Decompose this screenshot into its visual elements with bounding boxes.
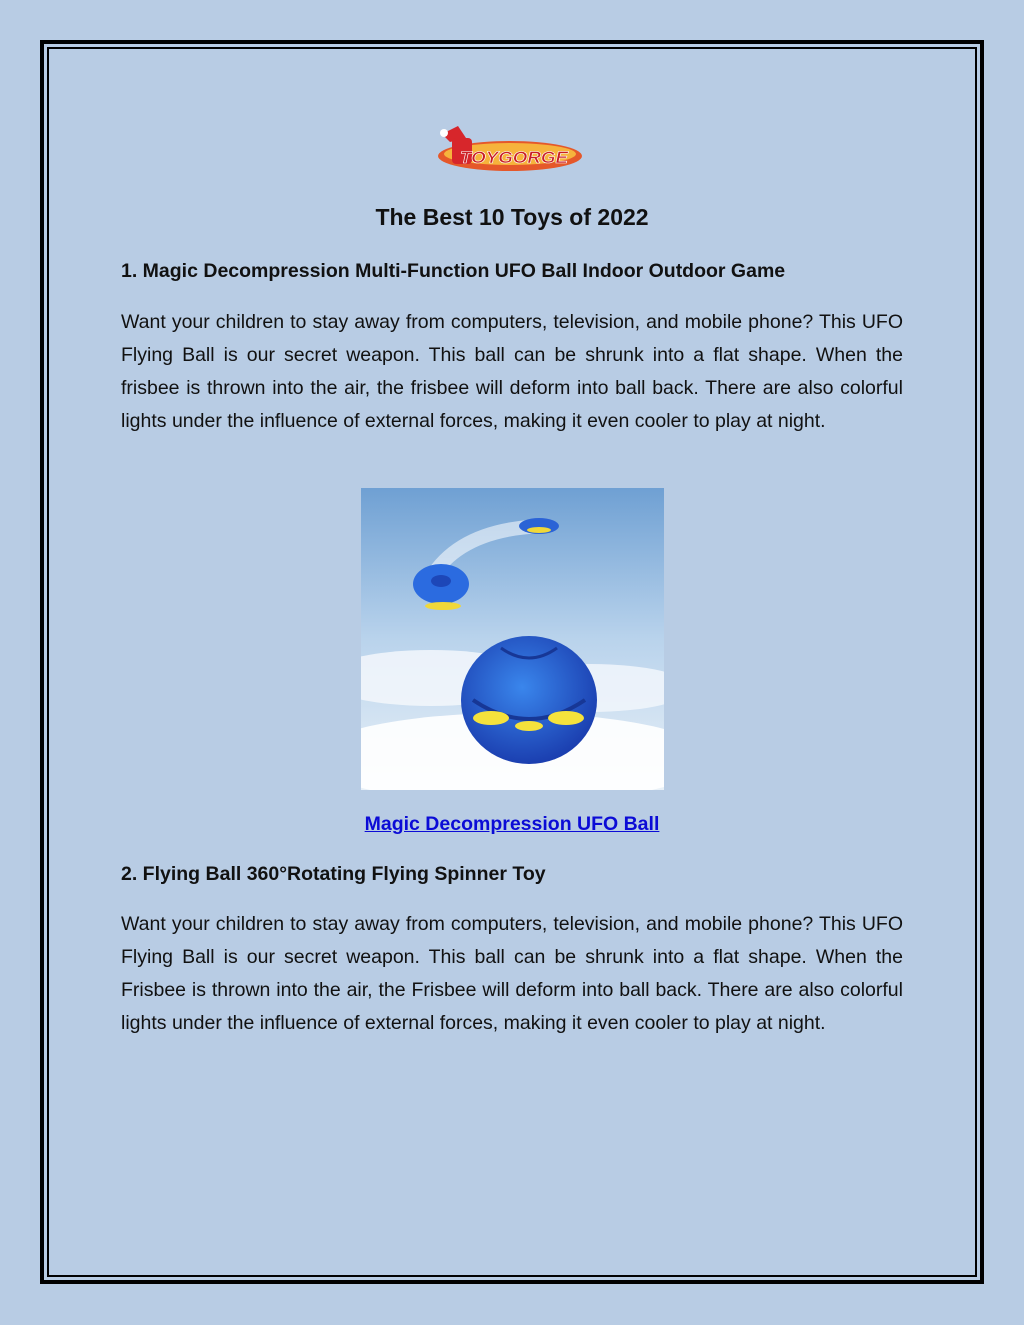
product-link-ufo-ball[interactable]: Magic Decompression UFO Ball <box>364 813 660 835</box>
ufo-ball-photo <box>361 488 664 790</box>
section-1-heading: 1. Magic Decompression Multi-Function UFO Ball Indoor Outdoor Game <box>121 260 786 282</box>
logo-text: TOYGORGE <box>460 148 569 167</box>
section-2-heading: 2. Flying Ball 360°Rotating Flying Spinner Toy <box>121 863 546 885</box>
toygorge-logo <box>436 124 584 174</box>
section-2-body: Want your children to stay away from computers, television, and mobile phone? This UFO Flying Ball is our secret weapon. This ball can be shrunk into a flat shape. When the Frisbee is thrown into the air, the Frisbee will deform into ball back. There are also colorful lights under the influence of external forces, making it even cooler to play at night. <box>121 913 903 1034</box>
section-1-body: Want your children to stay away from computers, television, and mobile phone? This UFO Flying Ball is our secret weapon. This ball can be shrunk into a flat shape. When the frisbee is thrown into the air, the frisbee will deform into ball back. There are also colorful lights under the influence of external forces, making it even cooler to play at night. <box>121 311 903 432</box>
document-title: The Best 10 Toys of 2022 <box>375 204 649 230</box>
